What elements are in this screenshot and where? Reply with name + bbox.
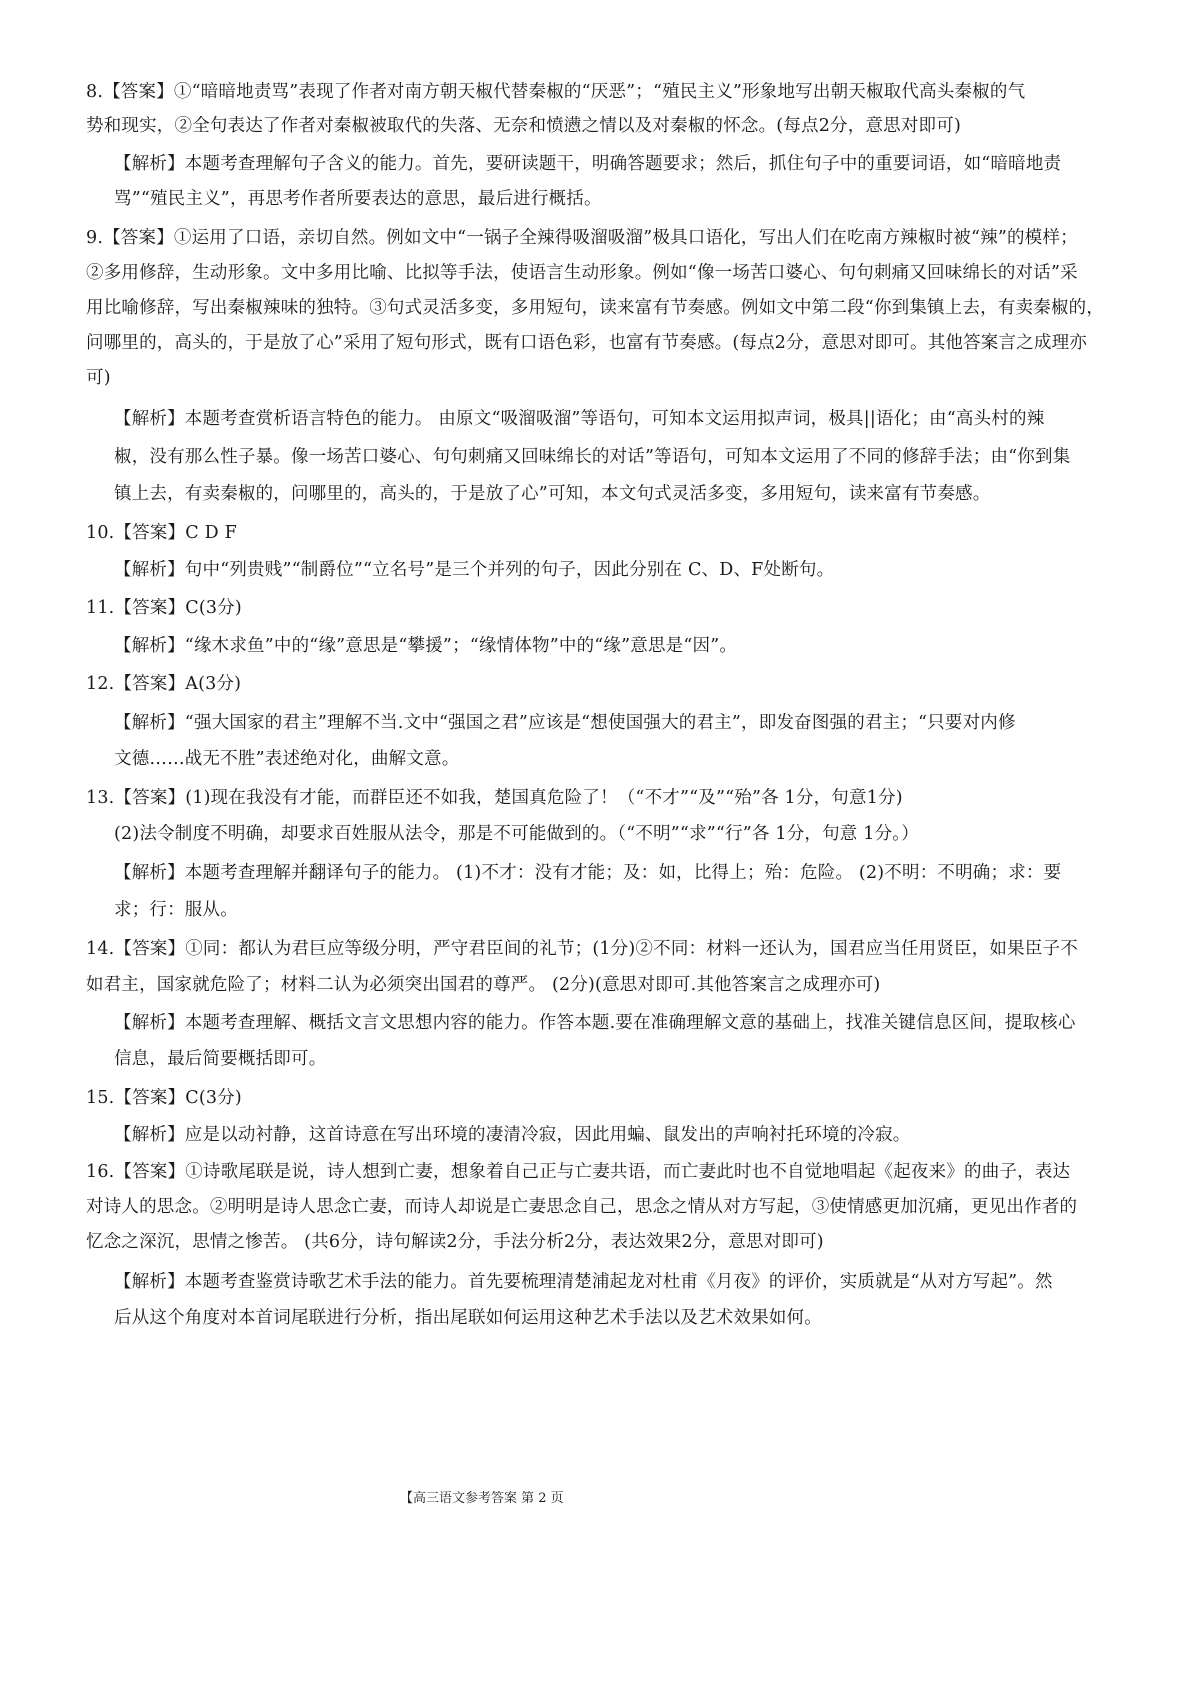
q12-analysis-line-2: 文德……战无不胜”表述绝对化，曲解文意。 [114,749,460,769]
q12-answer-line: 12.【答案】A(3分) [86,674,242,694]
q13-analysis-line-2: 求；行：服从。 [114,900,238,920]
q14-answer-line-1: 14.【答案】①同：都认为君巨应等级分明，严守君臣间的礼节；(1分)②不同：材料一还认为，国君应当任用贤臣，如果臣子不 [86,939,1078,959]
q8-answer-line-2: 势和现实，②全句表达了作者对秦椒被取代的失落、无奈和愤懑之情以及对秦椒的怀念。(每点2分，意思对即可) [86,116,961,136]
q14-analysis-line-1: 【解析】本题考查理解、概括文言文思想内容的能力。作答本题.要在准确理解文意的基础上，找准关键信息区间，提取核心 [114,1013,1076,1033]
q9-analysis-line-2: 椒，没有那么性子暴。像一场苦口婆心、句句刺痛又回味绵长的对话”等语句，可知本文运用了不同的修辞手法；由“你到集 [114,447,1071,467]
q14-analysis-line-2: 信息，最后简要概括即可。 [114,1049,327,1069]
q9-answer-line-5: 可) [86,368,111,388]
q12-analysis-line-1: 【解析】“强大国家的君主”理解不当.文中“强国之君”应该是“想使国强大的君主”，即发奋图强的君主；“只要对内修 [114,713,1016,733]
q16-answer-line-3: 忆念之深沉，思情之惨苦。 (共6分，诗句解读2分，手法分析2分，表达效果2分，意思对即可) [86,1232,824,1252]
q8-analysis-line-2: 骂”“殖民主义”，再思考作者所要表达的意思，最后进行概括。 [114,189,602,209]
q13-analysis-line-1: 【解析】本题考查理解并翻译句子的能力。 (1)不才：没有才能；及：如，比得上；殆：危险。 (2)不明：不明确；求：要 [114,863,1062,883]
q15-answer-line: 15.【答案】C(3分) [86,1088,242,1108]
q10-analysis-line: 【解析】句中“列贵贱”“制爵位”“立名号”是三个并列的句子，因此分别在 C、D、F处断句。 [114,560,835,580]
q16-answer-line-2: 对诗人的思念。②明明是诗人思念亡妻，而诗人却说是亡妻思念自己，思念之情从对方写起，③使情感更加沉痛，更见出作者的 [86,1197,1078,1217]
q9-answer-line-1: 9.【答案】①运用了口语，亲切自然。例如文中“一锅子全辣得吸溜吸溜”极具口语化，写出人们在吃南方辣椒时被“辣”的模样； [86,228,1078,248]
q9-analysis-line-3: 镇上去，有卖秦椒的，问哪里的，高头的，于是放了心”可知，本文句式灵活多变，多用短句，读来富有节奏感。 [114,484,991,504]
q9-answer-line-4: 问哪里的，高头的，于是放了心”采用了短句形式，既有口语色彩，也富有节奏感。(每点2分，意思对即可。其他答案言之成理亦 [86,333,1088,353]
q13-answer-line-2: (2)法令制度不明确，却要求百姓服从法令，那是不可能做到的。（“不明”“求”“行”各 1分，句意 1分。） [114,824,919,844]
q8-answer-line-1: 8.【答案】①“暗暗地责骂”表现了作者对南方朝天椒代替秦椒的“厌恶”；“殖民主义”形象地写出朝天椒取代高头秦椒的气 [86,82,1026,102]
page-footer: 【高三语文参考答案 第 2 页 [400,1491,564,1506]
q10-answer-line: 10.【答案】C D F [86,523,237,543]
q13-answer-line-1: 13.【答案】(1)现在我没有才能，而群臣还不如我，楚国真危险了！（“不才”“及”“殆”各 1分，句意1分) [86,788,903,808]
q11-analysis-line: 【解析】“缘木求鱼”中的“缘”意思是“攀援”；“缘情体物”中的“缘”意思是“因”。 [114,636,738,656]
q14-answer-line-2: 如君主，国家就危险了；材料二认为必须突出国君的尊严。 (2分)(意思对即可.其他答案言之成理亦可) [86,975,881,995]
q9-answer-line-3: 用比喻修辞，写出秦椒辣味的独特。③句式灵活多变，多用短句，读来富有节奏感。例如文中第二段“你到集镇上去，有卖秦椒的， [86,298,1105,318]
q9-analysis-line-1: 【解析】本题考查赏析语言特色的能力。 由原文“吸溜吸溜”等语句，可知本文运用拟声词，极具||语化；由“高头村的辣 [114,409,1045,429]
q16-answer-line-1: 16.【答案】①诗歌尾联是说，诗人想到亡妻，想象着自己正与亡妻共语，而亡妻此时也不自觉地唱起《起夜来》的曲子，表达 [86,1162,1071,1182]
q16-analysis-line-2: 后从这个角度对本首词尾联进行分析，指出尾联如何运用这种艺术手法以及艺术效果如何。 [114,1308,822,1328]
q9-answer-line-2: ②多用修辞，生动形象。文中多用比喻、比拟等手法，使语言生动形象。例如“像一场苦口婆心、句句刺痛又回味绵长的对话”采 [86,263,1078,283]
q8-analysis-line-1: 【解析】本题考查理解句子含义的能力。首先，要研读题干，明确答题要求；然后，抓住句子中的重要词语，如“暗暗地责 [114,154,1062,174]
q15-analysis-line: 【解析】应是以动衬静，这首诗意在写出环境的凄清冷寂，因此用蝙、鼠发出的声响衬托环境的冷寂。 [114,1125,911,1145]
q16-analysis-line-1: 【解析】本题考查鉴赏诗歌艺术手法的能力。首先要梳理清楚浦起龙对杜甫《月夜》的评价，实质就是“从对方写起”。然 [114,1272,1053,1292]
q11-answer-line: 11.【答案】C(3分) [86,598,242,618]
